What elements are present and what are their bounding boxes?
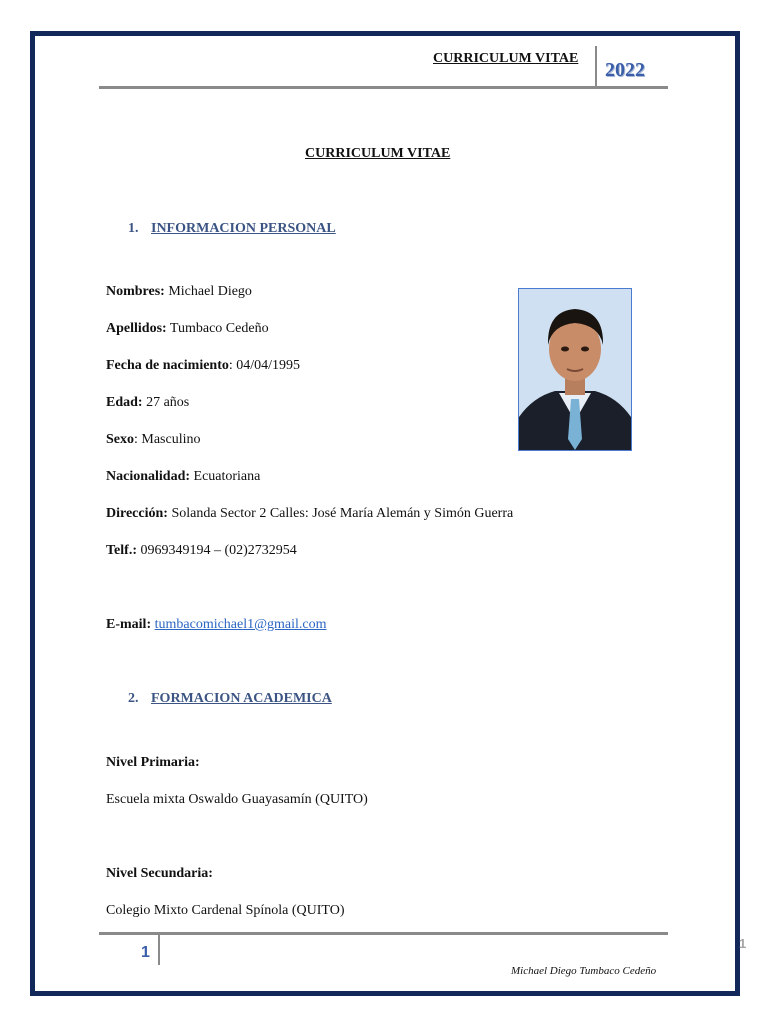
value-apellidos: Tumbaco Cedeño	[166, 321, 269, 336]
value-fecha-nacimiento: : 04/04/1995	[228, 358, 301, 373]
section-2-number: 2.	[128, 691, 139, 706]
section-1-number: 1.	[128, 221, 139, 236]
secundaria-label	[106, 866, 213, 882]
label-secundaria: Nivel Secundaria:	[106, 866, 213, 881]
label-nacionalidad: Nacionalidad:	[106, 469, 191, 484]
label-sexo: Sexo	[106, 432, 134, 447]
label-apellidos: Apellidos:	[106, 321, 167, 336]
email-link[interactable]: tumbacomichael1@gmail.com	[154, 617, 327, 632]
section-2-title: FORMACION ACADEMICA	[151, 691, 332, 706]
document-title: CURRICULUM VITAE	[305, 146, 451, 161]
field-edad	[106, 395, 189, 411]
field-apellidos	[106, 321, 269, 337]
label-telefono: Telf.:	[106, 543, 137, 558]
header-title: CURRICULUM VITAE	[433, 51, 579, 66]
field-direccion	[106, 506, 513, 522]
header-year: 2022	[605, 59, 645, 81]
value-nombres: Michael Diego	[164, 284, 252, 299]
value-telefono: 0969349194 – (02)2732954	[136, 543, 297, 558]
section-1-title: INFORMACION PERSONAL	[151, 221, 336, 236]
footer-author: Michael Diego Tumbaco Cedeño	[511, 965, 657, 977]
field-nombres	[106, 284, 252, 300]
footer-divider	[158, 935, 160, 965]
field-telefono	[106, 543, 297, 559]
value-nacionalidad: Ecuatoriana	[190, 469, 261, 484]
header-rule	[99, 86, 668, 89]
field-nacionalidad	[106, 469, 260, 485]
footer-rule	[99, 932, 668, 935]
secundaria-value: Colegio Mixto Cardenal Spínola (QUITO)	[106, 903, 345, 918]
label-edad: Edad:	[106, 395, 143, 410]
field-email	[106, 617, 327, 633]
label-direccion: Dirección:	[106, 506, 168, 521]
label-primaria: Nivel Primaria:	[106, 755, 200, 770]
header-divider	[595, 46, 597, 86]
label-nombres: Nombres:	[106, 284, 165, 299]
field-fecha-nacimiento	[106, 358, 300, 374]
value-sexo: : Masculino	[134, 432, 201, 447]
primaria-value: Escuela mixta Oswaldo Guayasamín (QUITO)	[106, 792, 368, 807]
field-sexo	[106, 432, 201, 448]
label-email: E-mail:	[106, 617, 152, 632]
footer-page-number: 1	[141, 944, 150, 961]
value-edad: 27 años	[142, 395, 190, 410]
side-page-number: 1	[739, 936, 747, 951]
primaria-label	[106, 755, 200, 771]
value-direccion: Solanda Sector 2 Calles: José María Alemán y Simón Guerra	[167, 506, 514, 521]
label-fecha-nacimiento: Fecha de nacimiento	[106, 358, 229, 373]
profile-photo	[518, 288, 632, 451]
